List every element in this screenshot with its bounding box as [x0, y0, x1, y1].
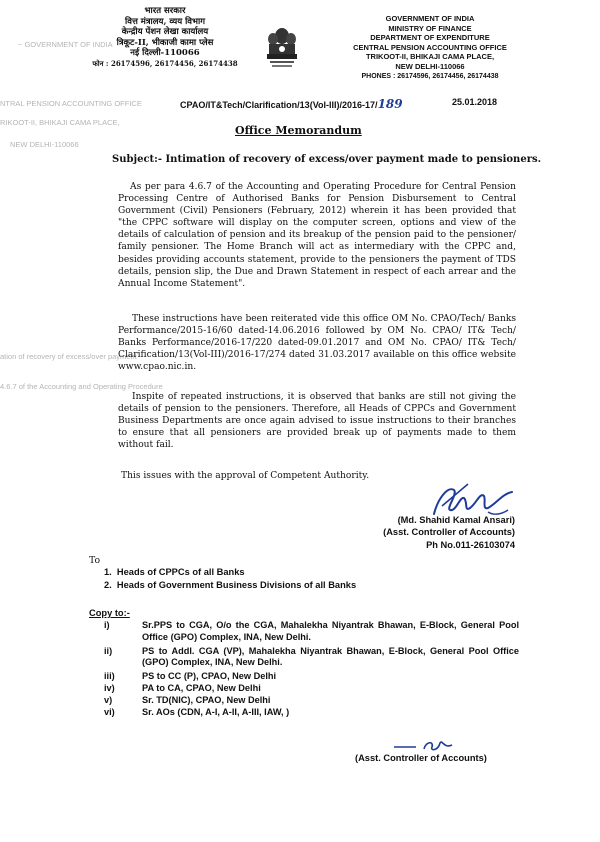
copy-to-item [104, 646, 519, 670]
english-line: CENTRAL PENSION ACCOUNTING OFFICE [353, 42, 507, 52]
recipient-list [104, 566, 356, 592]
copy-to-text: PS to Addl. CGA (VP), Mahalekha Niyantrak Bhawan, E-Block, General Pool Office (GPO) Complex, INA, New Delhi. [142, 645, 519, 668]
bleed-through-text: 4.6.7 of the Accounting and Operating Procedure [0, 382, 163, 391]
signatory-phone: Ph No.011-26103074 [426, 539, 515, 550]
english-line: MINISTRY OF FINANCE [388, 23, 472, 33]
signatory-designation: (Asst. Controller of Accounts) [383, 527, 515, 538]
bleed-through-text: NTRAL PENSION ACCOUNTING OFFICE [0, 99, 142, 108]
bleed-through-text: ation of recovery of excess/over payment [0, 352, 137, 361]
copy-to-text: Sr. TD(NIC), CPAO, New Delhi [142, 694, 271, 705]
bleed-through-text: RIKOOT-II, BHIKAJI CAMA PLACE, [0, 118, 120, 127]
english-line: TRIKOOT-II, BHIKAJI CAMA PLACE, [365, 52, 495, 62]
document-date: 25.01.2018 [452, 97, 498, 107]
copy-to-number: iv) [104, 682, 115, 693]
english-line: PHONES : 26174596, 26174456, 26174438 [361, 72, 499, 80]
copy-to-item [104, 671, 519, 683]
copy-to-list [104, 620, 519, 718]
english-line: GOVERNMENT OF INDIA [385, 14, 475, 23]
body-paragraph: Inspite of repeated instructions, it is observed that banks are still not giving the details of pension to the pensioners. Therefore, all Heads of CPPCs and Government Business Departments are once again advised to issue instructions to their branches to ensure that all pensioners are provided break up of payments made to them without fail. [118, 392, 516, 451]
subject-line: Subject:- Intimation of recovery of excess/over payment made to pensioners. [112, 154, 542, 165]
copy-to-text: PA to CA, CPAO, New Delhi [142, 682, 261, 693]
body-paragraph: These instructions have been reiterated vide this office OM No. CPAO/Tech/ Banks Performance/2015-16/60 dated-14.06.2016 followed by OM No. CPAO/ IT& Tech/ Banks Performance/2016-17/220 dated-09.01.2017 and OM No. CPAO/ IT& Tech/ Clarification/13(Vol-III)/2016-17/274 dated 31.03.2017 available on this office website www.cpao.nic.in. [118, 314, 516, 373]
copy-to-number: i) [104, 620, 110, 630]
recipient-item: 1. Heads of CPPCs of all Banks [104, 567, 245, 577]
copy-to-label: Copy to:- [89, 608, 130, 618]
copy-to-item [104, 683, 519, 695]
copy-to-number: ii) [104, 645, 113, 656]
bottom-signatory: (Asst. Controller of Accounts) [355, 753, 487, 763]
to-label: To [89, 555, 101, 566]
hindi-line: केन्द्रीय पेंशन लेखा कार्यालय [121, 27, 209, 37]
initials-signature-icon [390, 735, 460, 755]
reference-number [180, 97, 403, 111]
copy-to-item [104, 707, 519, 719]
hindi-line: वित्त मंत्रालय, व्यय विभाग [125, 16, 205, 27]
copy-to-item [104, 620, 519, 644]
hindi-line: नई दिल्ली-110066 [130, 48, 200, 58]
copy-to-number: iii) [104, 671, 115, 682]
document-title: Office Memorandum [235, 124, 362, 137]
handwritten-number: 189 [377, 97, 403, 111]
english-letterhead [330, 14, 530, 81]
body-paragraph: As per para 4.6.7 of the Accounting and Operating Procedure for Central Pension Processing Centre of Authorised Banks for Pension Disbursement to Central Government (Civil) Pensioners (February, 2012) wherein it has been provided that "the CPPC software will display on the computer screen, options and view of the details of calculation of pension and its breakup of the pension paid to the pensioner/ family pensioner. The Home Branch will act as intermediary with the CPPC and, besides providing accounts statement, provide to the pensioners the payment of TDS details, pension slip, the Due and Drawn Statement in respect of each arrear and the Annual Income Statement". [118, 182, 516, 289]
hindi-line: फोन : 26174596, 26174456, 26174438 [92, 58, 238, 68]
hindi-letterhead [75, 6, 255, 69]
copy-to-item [104, 695, 519, 707]
copy-to-number: vi) [104, 706, 115, 717]
copy-to-text: PS to CC (P), CPAO, New Delhi [142, 671, 277, 682]
national-emblem-icon [262, 22, 302, 77]
copy-to-text: Sr.PPS to CGA, O/o the CGA, Mahalekha Niyantrak Bhawan, E-Block, General Pool Office (GPO) Complex, INA, New Delhi. [142, 620, 519, 642]
signatory-block [350, 514, 515, 551]
approval-line: This issues with the approval of Competent Authority. [121, 471, 370, 481]
signatory-name: (Md. Shahid Kamal Ansari) [397, 515, 515, 525]
hindi-line: भारत सरकार [144, 6, 186, 16]
english-line: DEPARTMENT OF EXPENDITURE [370, 33, 490, 43]
bleed-through-text: NEW DELHI-110066 [10, 140, 79, 149]
reference-text: CPAO/IT&Tech/Clarification/13(Vol-III)/2016-17/ [180, 100, 378, 110]
recipient-item: 2. Heads of Government Business Divisions of all Banks [104, 579, 357, 590]
bleed-through-text: ~ GOVERNMENT OF INDIA [18, 40, 113, 49]
copy-to-number: v) [104, 694, 113, 705]
copy-to-text: Sr. AOs (CDN, A-I, A-II, A-III, IAW, ) [142, 706, 290, 717]
hindi-line: त्रिकूट-II, भीकाजी कामा प्लेस [116, 37, 214, 48]
english-line: NEW DELHI-110066 [395, 61, 465, 71]
